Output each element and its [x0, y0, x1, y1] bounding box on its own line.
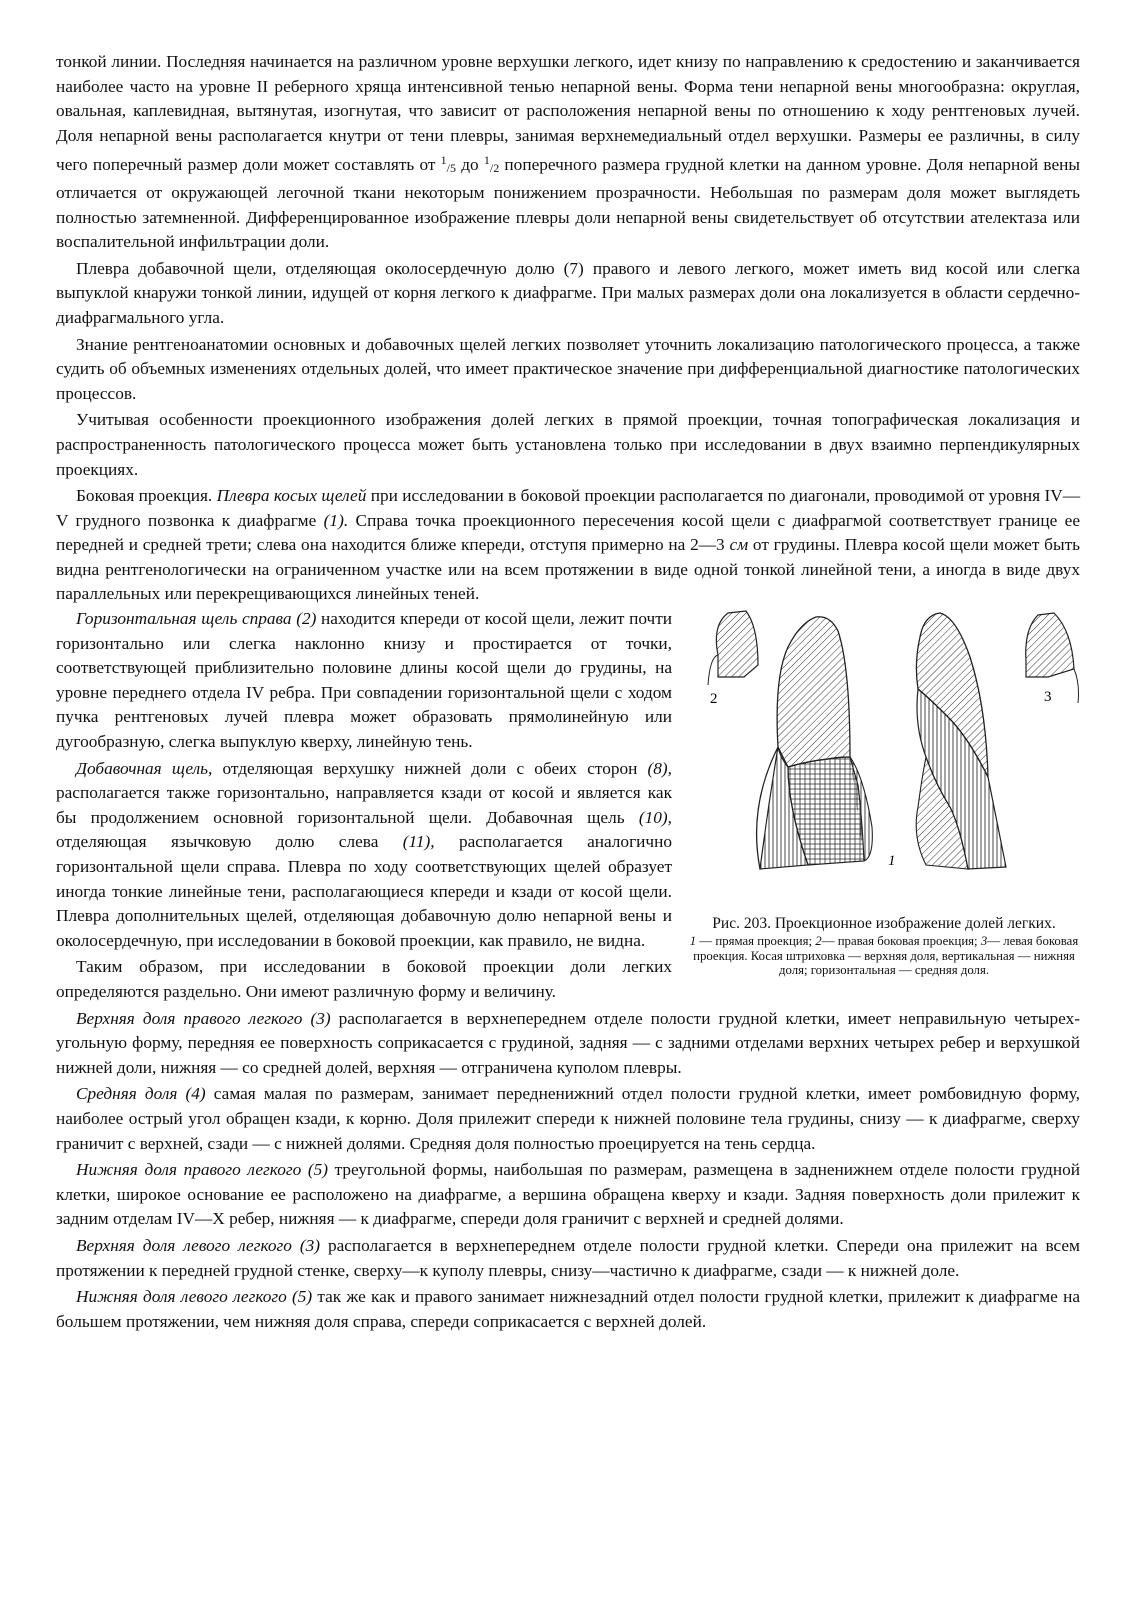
italic-term: Верхняя доля левого легкого (3)	[76, 1235, 321, 1255]
italic-term: Добавочная щель,	[76, 758, 213, 778]
text-flow	[56, 50, 1080, 1334]
italic-term: Плевра косых щелей	[216, 486, 367, 506]
paragraph: Верхняя доля правого легкого (3) располагается в верхнепереднем отделе полости грудной клетки, имеет неправильную четырехугольную форму, передняя ее поверхность соприкасается с грудиной, задняя — с задними отделами верхних четырех ребер и верхушкой нижней доли, нижняя — со средней долей, верхняя — отграничена куполом плевры.	[56, 1008, 1081, 1077]
label-1: 1	[888, 853, 896, 870]
italic-term: см	[729, 535, 749, 555]
italic-term: (11),	[402, 832, 435, 852]
paragraph: Таким образом, при исследовании в боковой проекции доли легких определяются раздельно. Они имеют различную форму и величину.	[56, 957, 672, 1001]
paragraph: Горизонтальная щель справа (2) находится кпереди от косой щели, лежит почти горизонтально или слегка наклонно книзу и простирается от точки, соответствующей приблизительно половине длины косой щели до грудины, на уровне переднего отдела IV ребра. При совпадении горизонтальной щели с ходом пучка рентгеновых лучей плевра может образовать прямолинейную или дугообразную, слегка выпуклую кверху, линейную тень.	[56, 609, 673, 752]
paragraph: Боковая проекция. Плевра косых щелей при исследовании в боковой проекции располагается по диагонали, проводимой от уровня IV—V грудного позвонка к диафрагме (1). Справа точка проекционного пересечения косой щели с диафрагмой соответствует границе ее передней и средней трети; слева она находится ближе кпереди, отступя примерно на 2—3 см от грудины. Плевра косой щели может быть видна рентгенологически на ограниченном участке или на всем протяжении в виде одной тонкой линейной тени, а иногда в виде двух параллельных или перекрещивающихся линейных теней.	[56, 486, 1080, 604]
italic-term: Нижняя доля левого легкого (5)	[76, 1287, 313, 1307]
italic-term: Горизонтальная щель справа (2)	[76, 609, 317, 629]
figure-203	[688, 607, 1080, 978]
paragraph: Средняя доля (4) самая малая по размерам, занимает передненижний отдел полости грудной клетки, имеет ромбовидную форму, наиболее острый угол обращен кзади, к корню. Доля прилежит спереди к нижней половине тела грудины, снизу — к диафрагме, сверху граничит с верхней, сзади — с нижней долями. Средняя доля полностью проецируется на тень сердца.	[56, 1084, 1081, 1153]
italic-term: (1).	[323, 510, 349, 530]
italic-term: 2	[815, 934, 822, 949]
paragraph: Верхняя доля левого легкого (3) располагается в верхнепереднем отделе полости грудной клетки. Спереди она прилежит на всем протяжении к передней грудной стенке, сверху—к куполу плевры, снизу—частично к диафрагме, сзади — к нижней доле.	[56, 1235, 1080, 1280]
paragraph: Добавочная щель, отделяющая верхушку нижней доли с обеих сторон (8), располагается также горизонтально, направляется кзади от косой и является как бы продолжением основной горизонтальной щели. Добавочная щель (10), отделяющая язычковую долю слева (11), располагается аналогично горизонтальной щели справа. Плевра по ходу соответствующих щелей образует иногда тонкие линейные тени, располагающиеся кпереди и кзади от косой щели. Плевра дополнительных щелей, отделяющая добавочную долю непарной вены и околосердечную, при исследовании в боковой проекции, как правило, не видна.	[56, 758, 673, 950]
paragraph: Плевра добавочной щели, отделяющая околосердечную долю (7) правого и левого легкого, может иметь вид косой или слегка выпуклой кнаружи тонкой линии, идущей от корня легкого к диафрагме. При малых размерах доли она локализуется в области сердечно-диафрагмального угла.	[56, 258, 1080, 327]
italic-term: (10),	[638, 807, 672, 827]
label-2: 2	[710, 691, 718, 708]
paragraph: Знание рентгеноанатомии основных и добавочных щелей легких позволяет уточнить локализацию патологического процесса, а также судить об объемных изменениях отдельных долей, что имеет практическое значение при дифференциальной диагностике патологических процессов.	[56, 334, 1080, 403]
italic-term: (8),	[647, 758, 673, 778]
italic-term: Нижняя доля правого легкого (5)	[76, 1160, 329, 1180]
page-body	[56, 50, 1080, 1334]
italic-term: 1	[689, 934, 697, 949]
italic-term: Средняя доля (4)	[76, 1084, 206, 1104]
figure-caption: Рис. 203. Проекционное изображение долей легких.	[712, 915, 1056, 933]
paragraph: Нижняя доля левого легкого (5) так же как и правого занимает нижнезадний отдел полости грудной клетки, прилежит к диафрагме на большем протяжении, чем нижняя доля справа, спереди соприкасается с верхней долей.	[56, 1287, 1080, 1331]
italic-term: Верхняя доля правого легкого (3)	[76, 1008, 331, 1028]
paragraph: тонкой линии. Последняя начинается на различном уровне верхушки легкого, идет книзу по направлению к средостению и заканчивается наиболее часто на уровне II реберного хряща интенсивной тенью непарной вены. Форма тени непарной вены многообразна: округлая, овальная, каплевидная, вытянутая, изогнутая, что зависит от расположения непарной вены по отношению к ходу рентгеновых лучей. Доля непарной вены располагается кнутри от тени плевры, занимая верхнемедиальный отдел верхушки. Размеры ее различны, в силу чего поперечный размер доли может составлять от $^1$/5 до $^1$/2 поперечного размера грудной клетки на данном уровне. Доля непарной вены отличается от окружающей легочной ткани некоторым понижением прозрачности. Небольшая по размерам доля может выглядеть полностью затемненной. Дифференцированное изображение плевры доли непарной вены свидетельствует об отсутствии ателектаза или воспалительной инфильтрации доли.	[56, 52, 1080, 252]
paragraph: Учитывая особенности проекционного изображения долей легких в прямой проекции, точная топографическая локализация и распространенность патологического процесса может быть установлена только при исследовании в двух взаимно перпендикулярных проекциях.	[56, 410, 1080, 479]
lung-lobes-diagram	[688, 607, 1080, 909]
paragraph: Нижняя доля правого легкого (5) треугольной формы, наибольшая по размерам, размещена в задненижнем отделе полости грудной клетки, широкое основание ее расположено на диафрагме, а вершина обращена кверху и кзади. Задняя поверхность доли прилежит к задним отделам IV—X ребер, нижняя — к диафрагме, спереди доля граничит с верхней и средней долями.	[56, 1160, 1080, 1229]
label-3: 3	[1044, 689, 1052, 706]
figure-legend: 1 — прямая проекция; 2— правая боковая проекция; 3— левая боковая проекция. Косая штриховка — верхняя доля, вертикальная — нижняя доля; горизонтальная — средняя доля.	[689, 934, 1079, 978]
italic-term: 3	[980, 934, 988, 949]
